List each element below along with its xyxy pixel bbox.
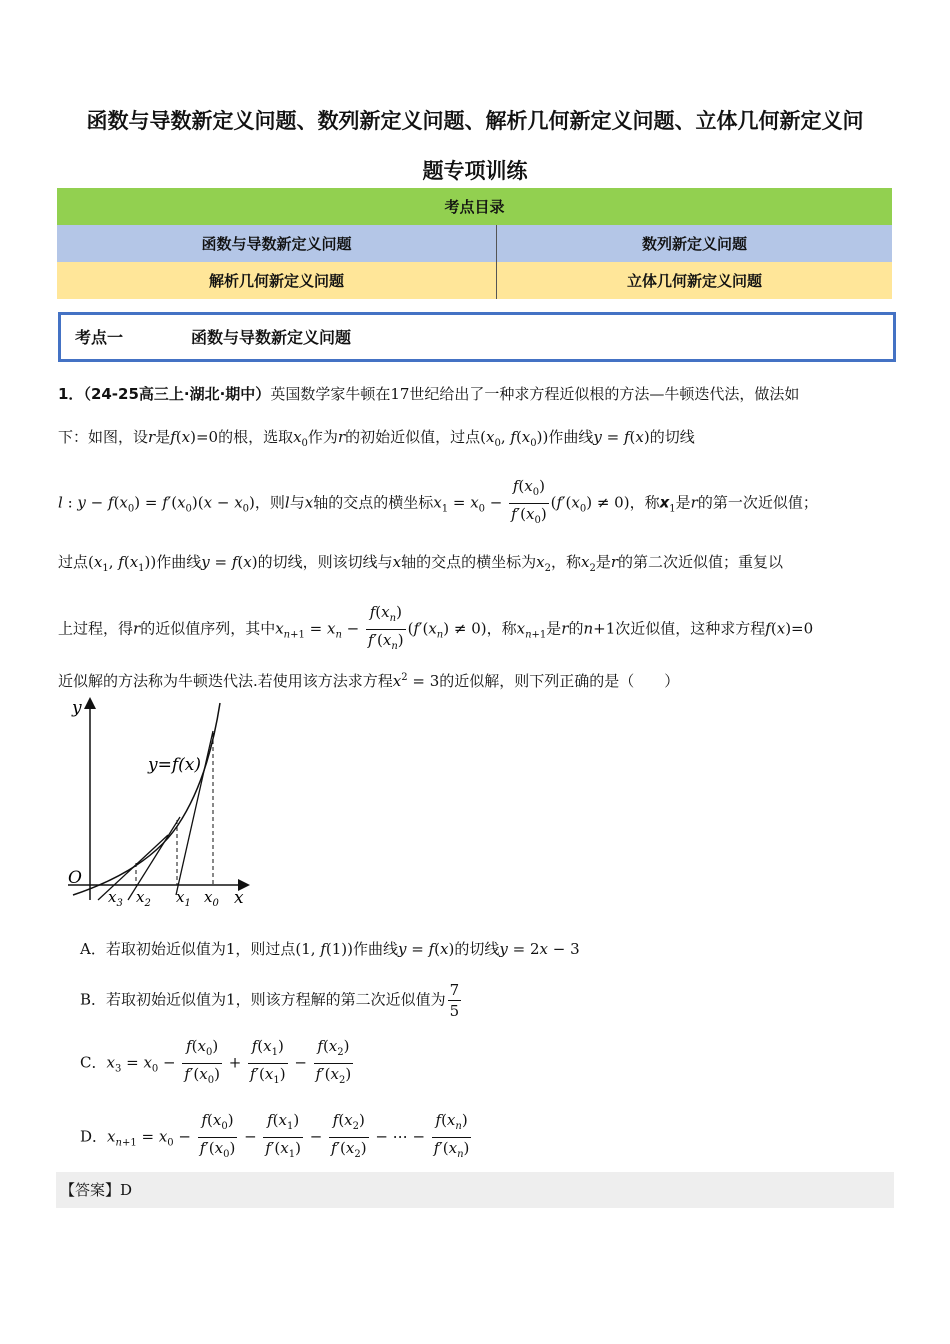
answer-bar (56, 1172, 894, 1208)
page-title-line2: 题专项训练 (422, 159, 528, 183)
problem-line-4: 过点($x_1$, $f(x_1)$)作曲线y = f(x)的切线，则该切线与x轴的交点的横坐标为$x_2$，称$x_2$是r的第二次近似值；重复以 (58, 553, 784, 574)
page-title (40, 96, 910, 196)
section-name: 函数与导数新定义问题 (191, 328, 352, 347)
option-b[interactable]: B．若取初始近似值为1，则该方程解的第二次近似值为 $\frac{7}{5}$ (80, 981, 460, 1020)
section-heading (58, 312, 896, 362)
toc-item-sequence[interactable]: 数列新定义问题 (496, 225, 892, 262)
problem-source: （24-25高三上·湖北·期中） (83, 385, 271, 403)
problem-line-6: 近似解的方法称为牛顿迭代法.若使用该方法求方程$x^2 = 3$的近似解，则下列正确的是（ ） (58, 672, 680, 690)
problem-line-3: l : $y - f(x_0) = f'(x_0)(x - x_0)$，则l与x轴的交点的横坐标$x_1 = x_0$ − $\frac{f(x_0)}{f'(x_0)}$ $(f'(x_0) \ne 0)$，称$x_1$是r的第一次近似值； (58, 477, 818, 526)
option-c[interactable]: C．$x_3 = x_0$ − $\frac{f(x_0)}{f'(x_0)}$ + $\frac{f(x_1)}{f'(x_1)}$ − $\frac{f(x_2)}{f'(x_2)}$ (80, 1037, 352, 1086)
option-a[interactable]: A．若取初始近似值为1，则过点(1, f(1))作曲线y = f(x)的切线y = 2x − 3 (80, 940, 580, 958)
toc-item-analytic-geometry[interactable]: 解析几何新定义问题 (57, 262, 496, 299)
answer-value: D (120, 1181, 133, 1199)
curve-label: y=f(x) (148, 755, 201, 775)
toc-header: 考点目录 (57, 188, 892, 225)
y-axis-label: y (72, 698, 82, 718)
option-d[interactable]: D．$x_{n+1} = x_0$ − $\frac{f(x_0)}{f'(x_0)}$ − $\frac{f(x_1)}{f'(x_1)}$ − $\frac{f(x_2)}{f'(x_2)}$ − ⋯ − $\frac{f(x_n)}{f'(x_n)}$ (80, 1111, 470, 1160)
origin-label: O (68, 868, 82, 888)
page-title-line1: 函数与导数新定义问题、数列新定义问题、解析几何新定义问题、立体几何新定义问 (86, 109, 864, 133)
problem-line-1: 1．（24-25高三上·湖北·期中）英国数学家牛顿在17世纪给出了一种求方程近似根的方法—牛顿迭代法，做法如 (58, 385, 800, 403)
answer-label: 【答案】 (60, 1181, 121, 1199)
toc-item-function[interactable]: 函数与导数新定义问题 (57, 225, 496, 262)
x2-label: $x_2$ (136, 888, 151, 909)
toc-item-solid-geometry[interactable]: 立体几何新定义问题 (496, 262, 892, 299)
newton-method-figure (58, 695, 258, 915)
x-axis-label: x (234, 888, 244, 908)
toc-table (57, 188, 892, 299)
problem-line-5: 上过程，得r的近似值序列，其中$x_{n+1} = x_n$ − $\frac{f(x_n)}{f'(x_n)}$ $(f'(x_n) \ne 0)$，称$x_{n+1}$是r的n+1次近似值，这种求方程f(x)=0 (58, 603, 814, 652)
x3-label: $x_3$ (108, 888, 123, 909)
problem-line-2: 下：如图，设r是f(x)=0的根，选取$x_0$作为r的初始近似值，过点($x_0$, $f(x_0)$)作曲线y = f(x)的切线 (58, 428, 695, 449)
x0-label: $x_0$ (204, 888, 219, 909)
x1-label: $x_1$ (176, 888, 191, 909)
section-number: 考点一 (75, 328, 124, 347)
problem-number: 1． (58, 385, 84, 403)
